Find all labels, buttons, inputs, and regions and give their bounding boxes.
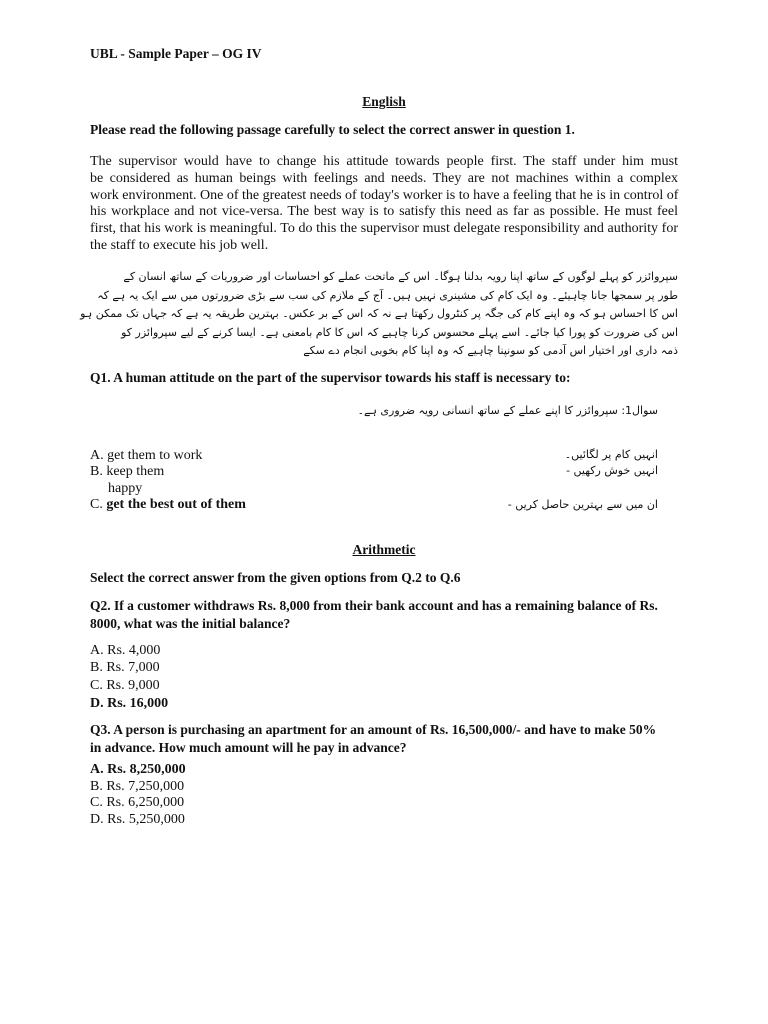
- option-letter: C.: [90, 497, 103, 512]
- q3-option-a: A. Rs. 8,250,000: [90, 762, 186, 777]
- arithmetic-heading: Arithmetic: [352, 542, 416, 557]
- english-passage: [90, 154, 678, 255]
- passage-line: first, that his work is meaningful. To do this the supervisor must delegate responsibility and authority for: [90, 221, 678, 237]
- q2-option-d: D. Rs. 16,000: [90, 696, 169, 711]
- urdu-passage-line: طور پر سمجھا جانا چاہیئے۔ وہ ایک کام کی مشینری نہیں ہیں۔ آج کے ملازم کی سب سے بڑی ضرورتوں میں سے ایک یہ ہے کہ: [97, 288, 678, 302]
- q1-option-c-urdu: ان میں سے بہترین حاصل کریں -: [507, 498, 658, 511]
- passage-line: The supervisor would have to change his attitude towards people first. The staff under him must: [90, 154, 678, 169]
- option-letter: B.: [90, 464, 103, 479]
- q2-question-line: 8000, what was the initial balance?: [90, 616, 291, 631]
- option-text: get them to work: [107, 448, 203, 463]
- urdu-passage-line: اس کی ضرورت کو پورا کیا جائے۔ اسے پہلے محسوس کرنا چاہیے کہ اس کا کام بامعنی ہے۔ ایسا کرنے کے لیے سپروائزر کو: [121, 325, 678, 339]
- english-instruction: Please read the following passage carefully to select the correct answer in question 1.: [90, 122, 575, 137]
- q1-option-b-urdu: انہیں خوش رکھیں -: [566, 464, 658, 477]
- urdu-passage: [80, 268, 678, 361]
- q3-question-line: in advance. How much amount will he pay in advance?: [90, 740, 407, 755]
- passage-line: the staff to execute his job well.: [90, 237, 269, 253]
- urdu-passage-line: ذمہ داری اور اختیار اس آدمی کو سونپنا چاہیے کہ وہ اپنا کام بخوبی انجام دے سکے: [303, 344, 678, 357]
- passage-line: his workplace and not vice-versa. The best way is to satisfy this need as far as possible. He must feel: [90, 204, 678, 220]
- q1-option-a-urdu: انہیں کام پر لگائیں۔: [564, 448, 658, 461]
- q1-option-b-continued: happy: [108, 481, 143, 496]
- q2-question-line: Q2. If a customer withdraws Rs. 8,000 from their bank account and has a remaining balance of Rs.: [90, 598, 658, 613]
- q3-option-b: B. Rs. 7,250,000: [90, 779, 185, 794]
- q3-option-c: C. Rs. 6,250,000: [90, 795, 185, 810]
- q2-option-b: B. Rs. 7,000: [90, 660, 160, 675]
- q1-option-b: [90, 464, 164, 480]
- q1-urdu-question: سوال1: سپروائزر کا اپنے عملے کے ساتھ انسانی رویہ ضروری ہے۔: [357, 404, 658, 417]
- option-text: get the best out of them: [106, 497, 246, 512]
- q2-option-a: A. Rs. 4,000: [90, 643, 161, 658]
- q1-option-c: [90, 497, 246, 513]
- option-text: keep them: [106, 464, 165, 479]
- urdu-passage-line: اس کا احساس ہو کہ وہ اپنے کام کی جگہ پر کنٹرول رکھتا ہے نہ کہ اس کے بر عکس۔ بہترین طریقہ یہ ہے کہ جہاں تک ممکن ہو: [80, 307, 678, 320]
- option-letter: A.: [90, 448, 104, 463]
- passage-line: work environment. One of the greatest needs of today's worker is to have a feeling that he is in control of: [90, 187, 679, 203]
- q2-option-c: C. Rs. 9,000: [90, 678, 160, 693]
- passage-line: be considered as human beings with feelings and needs. They are not machines within a complex: [90, 170, 678, 186]
- q3-question-line: Q3. A person is purchasing an apartment for an amount of Rs. 16,500,000/- and have to make 50%: [90, 722, 657, 737]
- arithmetic-instruction: Select the correct answer from the given options from Q.2 to Q.6: [90, 570, 461, 585]
- paper-title: UBL - Sample Paper – OG IV: [90, 46, 262, 61]
- q3-option-d: D. Rs. 5,250,000: [90, 812, 185, 827]
- q1-option-a: [90, 448, 202, 464]
- q1-question: Q1. A human attitude on the part of the supervisor towards his staff is necessary to:: [90, 370, 571, 385]
- urdu-passage-line: سپروائزر کو پہلے لوگوں کے ساتھ اپنا رویہ بدلنا ہوگا۔ اس کے ماتحت عملے کو احساسات اور ضروریات کے ساتھ انسان کے: [123, 270, 678, 283]
- english-heading: English: [362, 94, 406, 109]
